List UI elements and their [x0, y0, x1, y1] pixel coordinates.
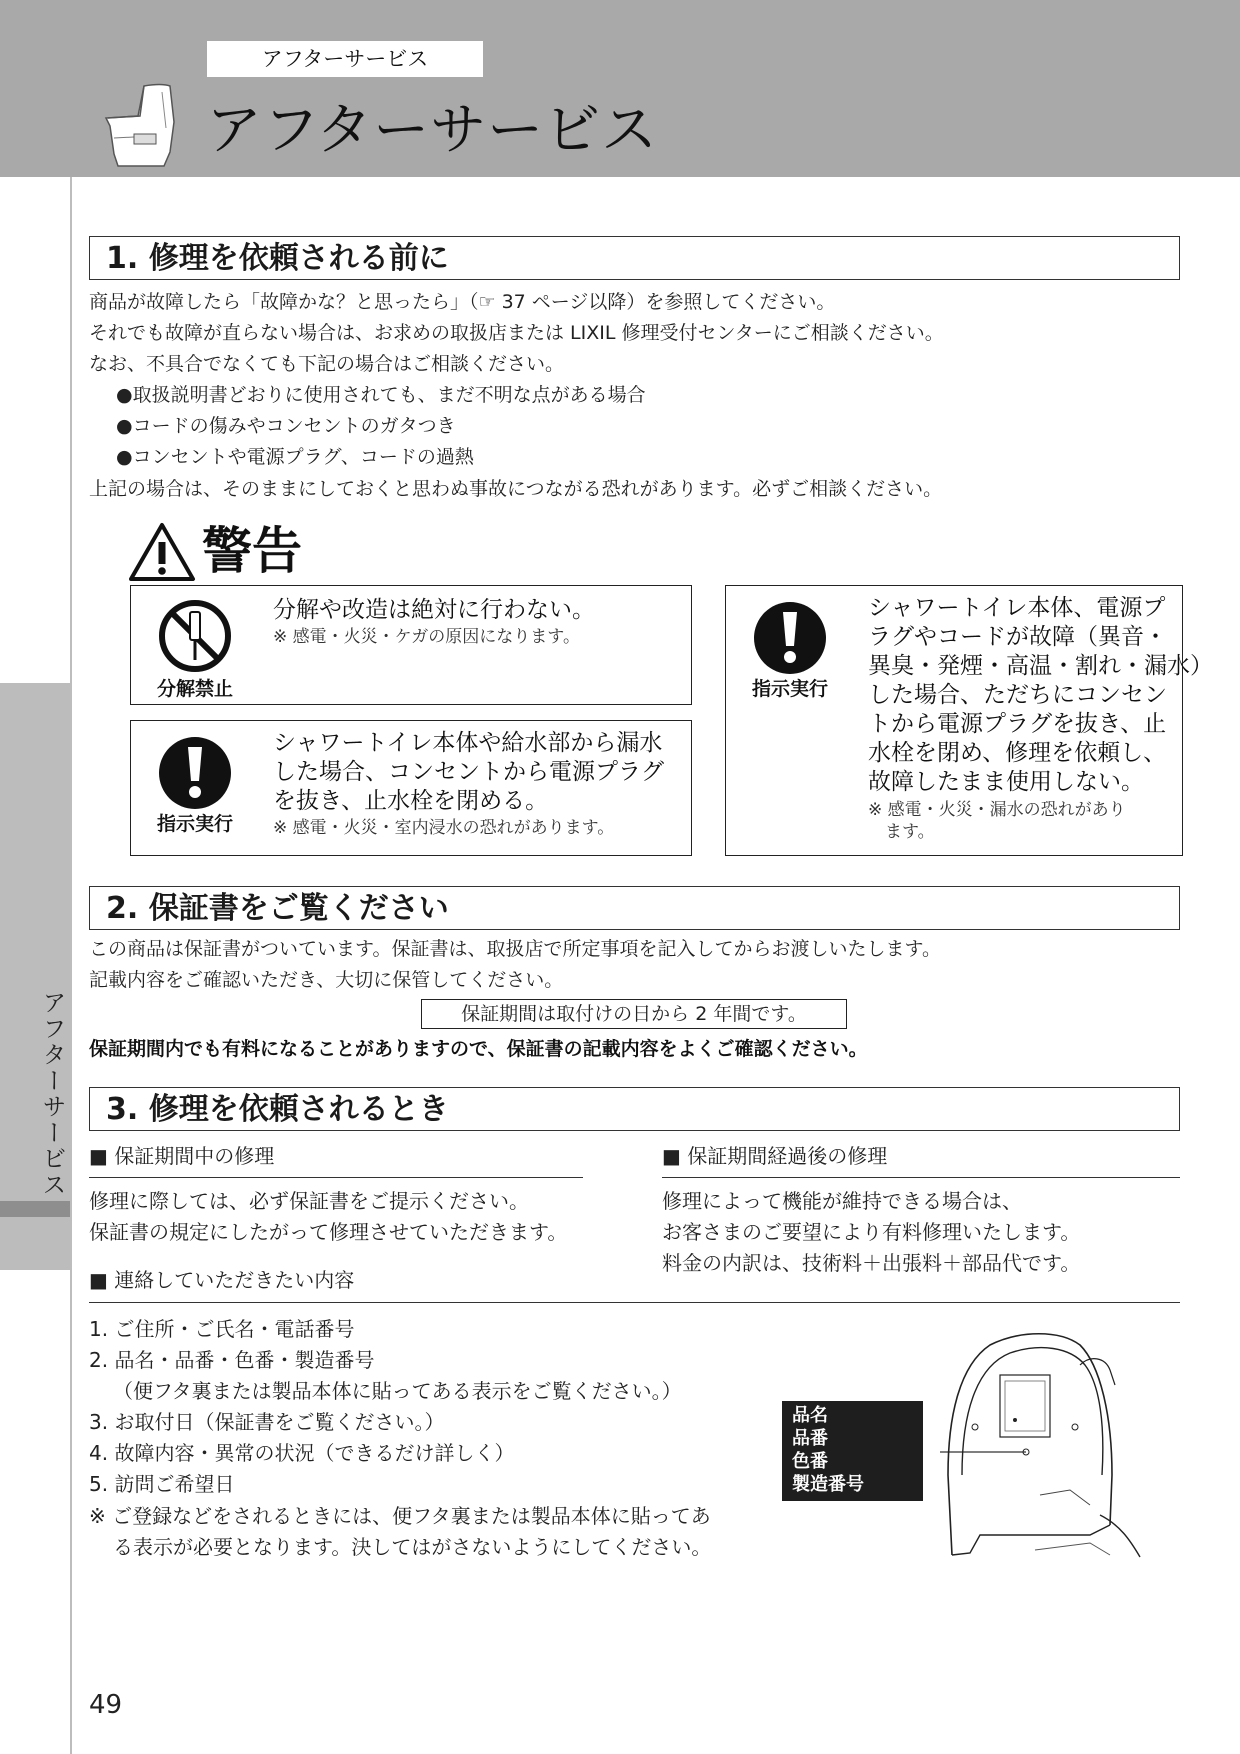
toilet-lid-label-icon: [940, 1325, 1160, 1565]
icon-label-mandatory: 指示実行: [156, 813, 233, 835]
section2-line: 記載内容をご確認いただき、大切に保管してください。: [89, 969, 564, 991]
post-warranty-line: 修理によって機能が維持できる場合は、: [662, 1189, 1022, 1213]
warning-text-line: 故障したまま使用しない。: [868, 769, 1144, 795]
warning-text-line: トから電源プラグを抜き、止: [868, 711, 1167, 737]
mandatory-action-icon: [752, 600, 828, 676]
contact-item: 1. ご住所・ご氏名・電話番号: [89, 1317, 355, 1341]
section1-bullet: ●コンセントや電源プラグ、コードの過熱: [116, 446, 474, 468]
warning-text-line: ラグやコードが故障（異音・: [868, 624, 1167, 650]
page-number: 49: [89, 1690, 123, 1720]
section3-heading: 3. 修理を依頼されるとき: [89, 1087, 1180, 1131]
label-item: 色番: [792, 1451, 828, 1472]
label-item: 品名: [792, 1405, 828, 1426]
contact-item: 4. 故障内容・異常の状況（できるだけ詳しく）: [89, 1441, 515, 1465]
subhead-contact-info: ■ 連絡していただきたい内容: [89, 1268, 355, 1292]
warning-note-line: ※ 感電・火災・漏水の恐れがあり: [868, 800, 1126, 820]
warning-text-line: 異臭・発煙・高温・割れ・漏水）: [868, 653, 1213, 679]
contact-item: 3. お取付日（保証書をご覧ください。）: [89, 1410, 445, 1434]
warning-heading-text: 警告: [202, 522, 302, 580]
divider: [662, 1177, 1180, 1178]
warning-text-line: 水栓を閉め、修理を依頼し、: [868, 740, 1167, 766]
contact-item: （便フタ裏または製品本体に貼ってある表示をご覧ください。）: [113, 1379, 682, 1403]
warning-text: [273, 729, 664, 816]
contact-note: ※ ご登録などをされるときには、便フタ裏または製品本体に貼ってあ: [89, 1504, 711, 1528]
label-item: 製造番号: [792, 1474, 864, 1495]
warning-note: ※ 感電・火災・ケガの原因になります。: [273, 627, 580, 647]
section1-bullet: ●コードの傷みやコンセントのガタつき: [116, 415, 456, 437]
warning-note: [868, 799, 1126, 843]
subhead-in-warranty: ■ 保証期間中の修理: [89, 1144, 275, 1168]
side-tab-strip: [0, 1201, 70, 1217]
divider: [89, 1177, 583, 1178]
page-title: アフターサービス: [206, 98, 659, 163]
in-warranty-line: 保証書の規定にしたがって修理させていただきます。: [89, 1220, 568, 1244]
warning-text: 分解や改造は絶対に行わない。: [273, 597, 595, 623]
warning-note: ※ 感電・火災・室内浸水の恐れがあります。: [273, 818, 615, 838]
subhead-post-warranty: ■ 保証期間経過後の修理: [662, 1144, 888, 1168]
warning-text-line: を抜き、止水栓を閉める。: [273, 788, 549, 814]
side-tab-label: アフターサービス: [38, 990, 66, 1198]
contact-note: る表示が必要となります。決してはがさないようにしてください。: [113, 1535, 712, 1559]
mandatory-action-icon: [157, 735, 233, 811]
no-disassembly-icon: [157, 598, 233, 674]
post-warranty-line: 料金の内訳は、技術料＋出張料＋部品代です。: [662, 1251, 1081, 1275]
warranty-period-box: 保証期間は取付けの日から 2 年間です。: [421, 999, 847, 1029]
warranty-bold-note: 保証期間内でも有料になることがありますので、保証書の記載内容をよくご確認ください。: [89, 1038, 868, 1060]
warning-box-failure: [725, 585, 1213, 856]
warning-text-line: した場合、コンセントから電源プラグ: [273, 759, 664, 785]
post-warranty-line: お客さまのご要望により有料修理いたします。: [662, 1220, 1081, 1244]
contact-item: 5. 訪問ご希望日: [89, 1472, 235, 1496]
section1-line: なお、不具合でなくても下記の場合はご相談ください。: [89, 353, 565, 375]
divider: [89, 1302, 1180, 1303]
section2-heading: 2. 保証書をご覧ください: [89, 886, 1180, 930]
label-item: 品番: [792, 1428, 828, 1449]
section1-heading: 1. 修理を依頼される前に: [89, 236, 1180, 280]
section1-line: 商品が故障したら「故障かな？と思ったら」（☞ 37 ページ以降）を参照してください。: [89, 291, 836, 313]
warning-text-line: した場合、ただちにコンセン: [868, 682, 1167, 708]
in-warranty-line: 修理に際しては、必ず保証書をご提示ください。: [89, 1189, 529, 1213]
warning-text-line: シャワートイレ本体や給水部から漏水: [273, 730, 663, 756]
left-margin-rule: [70, 177, 72, 1754]
warning-box-disassembly: [130, 585, 692, 705]
warning-text-line: シャワートイレ本体、電源プ: [868, 595, 1166, 621]
warning-triangle-icon: [128, 522, 196, 582]
section1-closing: 上記の場合は、そのままにしておくと思わぬ事故につながる恐れがあります。必ずご相談ください。: [89, 478, 943, 500]
warning-text: [868, 594, 1213, 797]
section2-line: この商品は保証書がついています。保証書は、取扱店で所定事項を記入してからお渡しいたします。: [89, 938, 941, 960]
warning-box-leak: [130, 720, 692, 856]
header-tab-label: アフターサービス: [207, 41, 483, 77]
contact-item: 2. 品名・品番・色番・製造番号: [89, 1348, 375, 1372]
product-label-box: [782, 1401, 923, 1501]
icon-label-mandatory: 指示実行: [751, 678, 828, 700]
icon-label-disassembly: 分解禁止: [156, 678, 233, 700]
warning-note-line: ます。: [868, 822, 935, 842]
section1-bullet: ●取扱説明書どおりに使用されても、まだ不明な点がある場合: [116, 384, 646, 406]
section1-line: それでも故障が直らない場合は、お求めの取扱店または LIXIL 修理受付センターにご相談ください。: [89, 322, 944, 344]
toilet-icon: [104, 82, 180, 170]
